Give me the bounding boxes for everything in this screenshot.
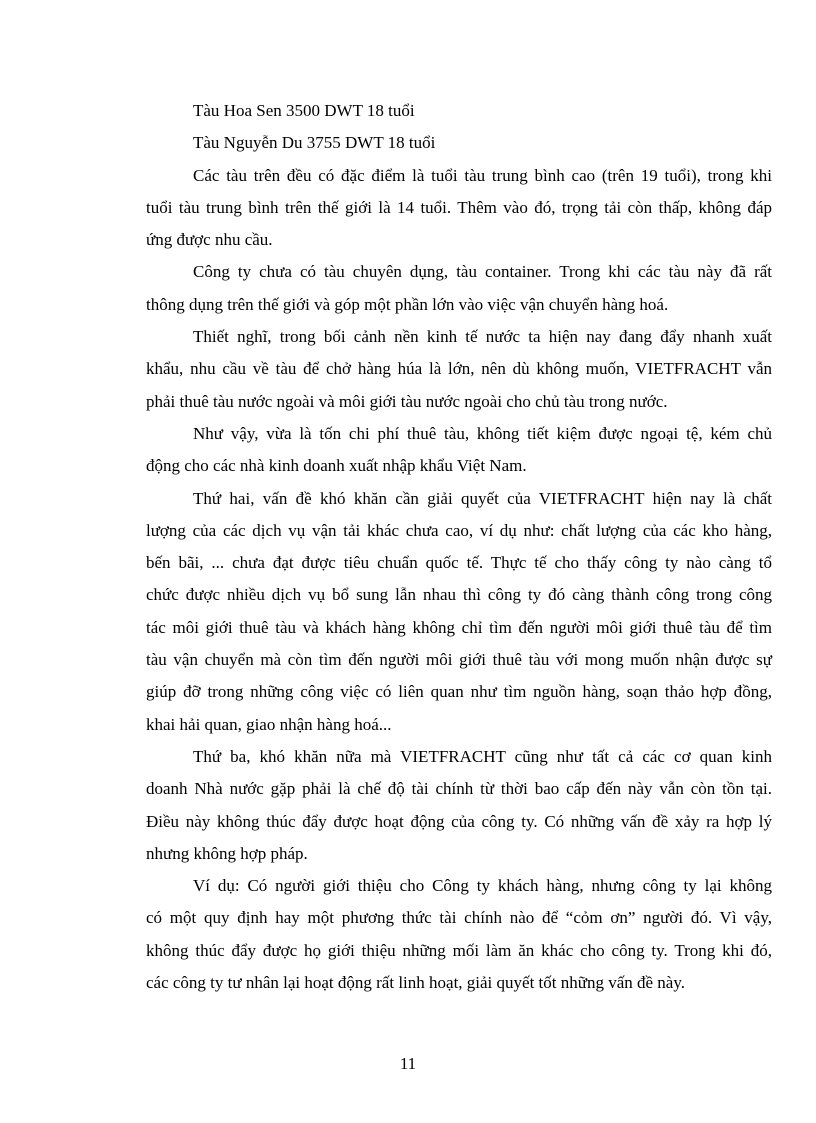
text-line: doanh Nhà nước gặp phải là chế độ tài chính từ thời bao cấp đến này vẫn còn tồn tại.	[146, 779, 772, 799]
text-line: Tàu Hoa Sen 3500 DWT 18 tuổi	[193, 101, 415, 120]
text-line: nhưng không hợp pháp.	[146, 843, 308, 863]
text-line: động cho các nhà kinh doanh xuất nhập khẩu Việt Nam.	[146, 456, 527, 476]
text-line: Điều này không thúc đẩy được hoạt động của công ty. Có những vấn đề xảy ra hợp lý	[146, 811, 772, 831]
text-line: Ví dụ: Có người giới thiệu cho Công ty khách hàng, nhưng công ty lại không	[193, 876, 772, 896]
text-line: thông dụng trên thế giới và góp một phần lớn vào việc vận chuyển hàng hoá.	[146, 294, 669, 314]
text-line: lượng của các dịch vụ vận tải khác chưa cao, ví dụ như: chất lượng của các kho hàng,	[146, 520, 772, 540]
text-line: tuổi tàu trung bình trên thế giới là 14 tuổi. Thêm vào đó, trọng tải còn thấp, không đáp	[146, 197, 772, 217]
text-line: giúp đỡ trong những công việc có liên quan như tìm nguồn hàng, soạn thảo hợp đồng,	[146, 682, 772, 702]
text-line: ứng được nhu cầu.	[146, 230, 273, 250]
text-line: Các tàu trên đều có đặc điểm là tuổi tàu trung bình cao (trên 19 tuổi), trong khi	[193, 165, 772, 185]
text-line: Tàu Nguyễn Du 3755 DWT 18 tuổi	[193, 133, 436, 153]
text-line: khẩu, nhu cầu về tàu để chở hàng húa là lớn, nên dù không muốn, VIETFRACHT vẫn	[146, 359, 772, 379]
page-number: 11	[399, 1054, 417, 1073]
text-line: chức được nhiều dịch vụ bổ sung lẫn nhau thì công ty đó càng thành công trong công	[146, 585, 772, 605]
text-line: tàu vận chuyển mà còn tìm đến người môi giới thuê tàu với mong muốn nhận được sự	[146, 650, 772, 670]
text-line: Thứ hai, vấn đề khó khăn cần giải quyết của VIETFRACHT hiện nay là chất	[193, 488, 772, 508]
text-line: bến bãi, ... chưa đạt được tiêu chuẩn quốc tế. Thực tế cho thấy công ty nào càng tổ	[146, 553, 772, 573]
text-line: Thứ ba, khó khăn nữa mà VIETFRACHT cũng như tất cả các cơ quan kinh	[193, 746, 772, 766]
text-line: khai hải quan, giao nhận hàng hoá...	[146, 714, 392, 734]
text-line: tác môi giới thuê tàu và khách hàng không chỉ tìm đến người môi giới thuê tàu để tìm	[146, 617, 772, 637]
text-line: Như vậy, vừa là tốn chi phí thuê tàu, không tiết kiệm được ngoại tệ, kém chủ	[193, 423, 772, 443]
text-line: không thúc đẩy được họ giới thiệu những mối làm ăn khác cho công ty. Trong khi đó,	[146, 940, 772, 960]
text-line: phải thuê tàu nước ngoài và môi giới tàu nước ngoài cho chủ tàu trong nước.	[146, 391, 668, 411]
body-text	[146, 95, 772, 999]
text-line: có một quy định hay một phương thức tài chính nào để “cỏm ơn” người đó. Vì vậy,	[146, 908, 772, 928]
text-line: các công ty tư nhân lại hoạt động rất linh hoạt, giải quyết tốt những vấn đề này.	[146, 973, 685, 993]
text-line: Thiết nghĩ, trong bối cảnh nền kinh tế nước ta hiện nay đang đẩy nhanh xuất	[193, 327, 772, 347]
text-line: Công ty chưa có tàu chuyên dụng, tàu container. Trong khi các tàu này đã rất	[193, 262, 772, 282]
